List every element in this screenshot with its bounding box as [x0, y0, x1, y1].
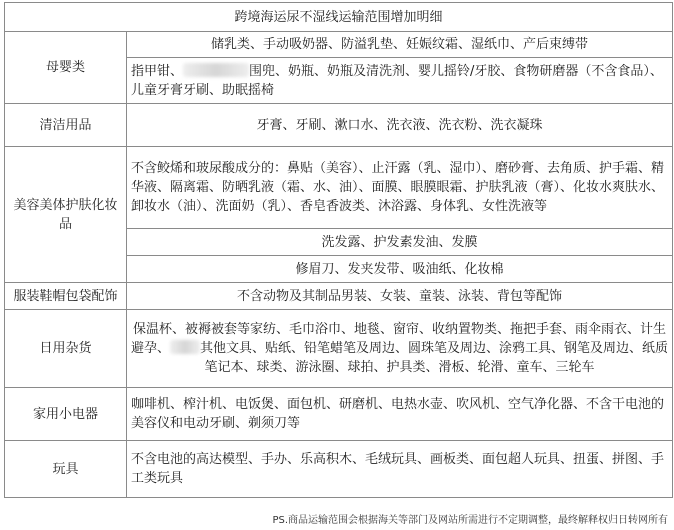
category-beauty: 美容美体护肤化妆品: [5, 147, 127, 283]
daily-items-a: 保温杯、被褥被套等家纺、毛巾浴巾、地毯、窗帘、收纳置物类、拖把手套、雨伞雨衣、计生避孕、: [131, 322, 667, 356]
baby-items-2: [127, 58, 673, 104]
shipping-scope-table: [4, 2, 673, 498]
baby-items-2b: 围兜、奶瓶、奶瓶及清洗剂、婴儿摇铃/牙胶、食物研磨器（不含食品）、儿童牙膏牙刷、助眠摇椅: [131, 63, 663, 98]
category-daily: 日用杂货: [5, 310, 127, 388]
category-baby: 母婴类: [5, 32, 127, 104]
table-row-toys: [5, 441, 673, 498]
table-row-cleaning: [5, 104, 673, 147]
toys-items: 不含电池的高达模型、手办、乐高积木、毛绒玩具、画板类、面包超人玩具、扭蛋、拼图、手工类玩具: [127, 441, 673, 498]
beauty-items-3: 修眉刀、发夹发带、吸油纸、化妆棉: [127, 256, 673, 283]
table-row-appliances: [5, 388, 673, 441]
cleaning-items: 牙膏、牙刷、漱口水、洗衣液、洗衣粉、洗衣凝珠: [127, 104, 673, 147]
table-row-baby-1: [5, 32, 673, 58]
category-appliances: 家用小电器: [5, 388, 127, 441]
category-apparel: 服装鞋帽包袋配饰: [5, 283, 127, 310]
table-row-daily: [5, 310, 673, 388]
table-row-apparel: [5, 283, 673, 310]
category-cleaning: 清洁用品: [5, 104, 127, 147]
daily-items: [127, 310, 673, 388]
apparel-items: 不含动物及其制品男装、女装、童装、泳装、背包等配饰: [127, 283, 673, 310]
category-toys: 玩具: [5, 441, 127, 498]
appliances-items: 咖啡机、榨汁机、电饭煲、面包机、研磨机、电热水壶、吹风机、空气净化器、不含干电池的美容仪和电动牙刷、剃须刀等: [127, 388, 673, 441]
baby-items-2a: 指甲钳、: [131, 63, 184, 79]
beauty-items-1: 不含鲛烯和玻尿酸成分的：鼻贴（美容）、止汗露（乳、湿巾）、磨砂膏、去角质、护手霜、精华液、隔离霜、防晒乳液（霜、水、油）、面膜、眼膜眼霜、护肤乳液（膏）、化妆水爽肤水、卸妆水（油）、洗面奶（乳）、香皂香波类、沐浴露、身体乳、女性洗液等: [127, 147, 673, 229]
blurred-redaction: [170, 340, 200, 354]
table-title-row: [5, 3, 673, 32]
blurred-redaction: [183, 63, 249, 77]
footer-note: PS.商品运输范围会根据海关等部门及网站所需进行不定期调整，最终解释权归日转网所有: [272, 515, 668, 526]
daily-items-b: 其他文具、贴纸、铅笔蜡笔及周边、圆珠笔及周边、涂鸦工具、钢笔及周边、纸质笔记本、球类、游泳圈、球拍、护具类、滑板、轮滑、童车、三轮车: [200, 341, 669, 375]
table-title: 跨境海运尿不湿线运输范围增加明细: [5, 3, 673, 32]
baby-items-1: 储乳类、手动吸奶器、防溢乳垫、妊娠纹霜、湿纸巾、产后束缚带: [127, 32, 673, 58]
table-row-beauty-1: [5, 147, 673, 229]
beauty-items-2: 洗发露、护发素发油、发膜: [127, 229, 673, 256]
